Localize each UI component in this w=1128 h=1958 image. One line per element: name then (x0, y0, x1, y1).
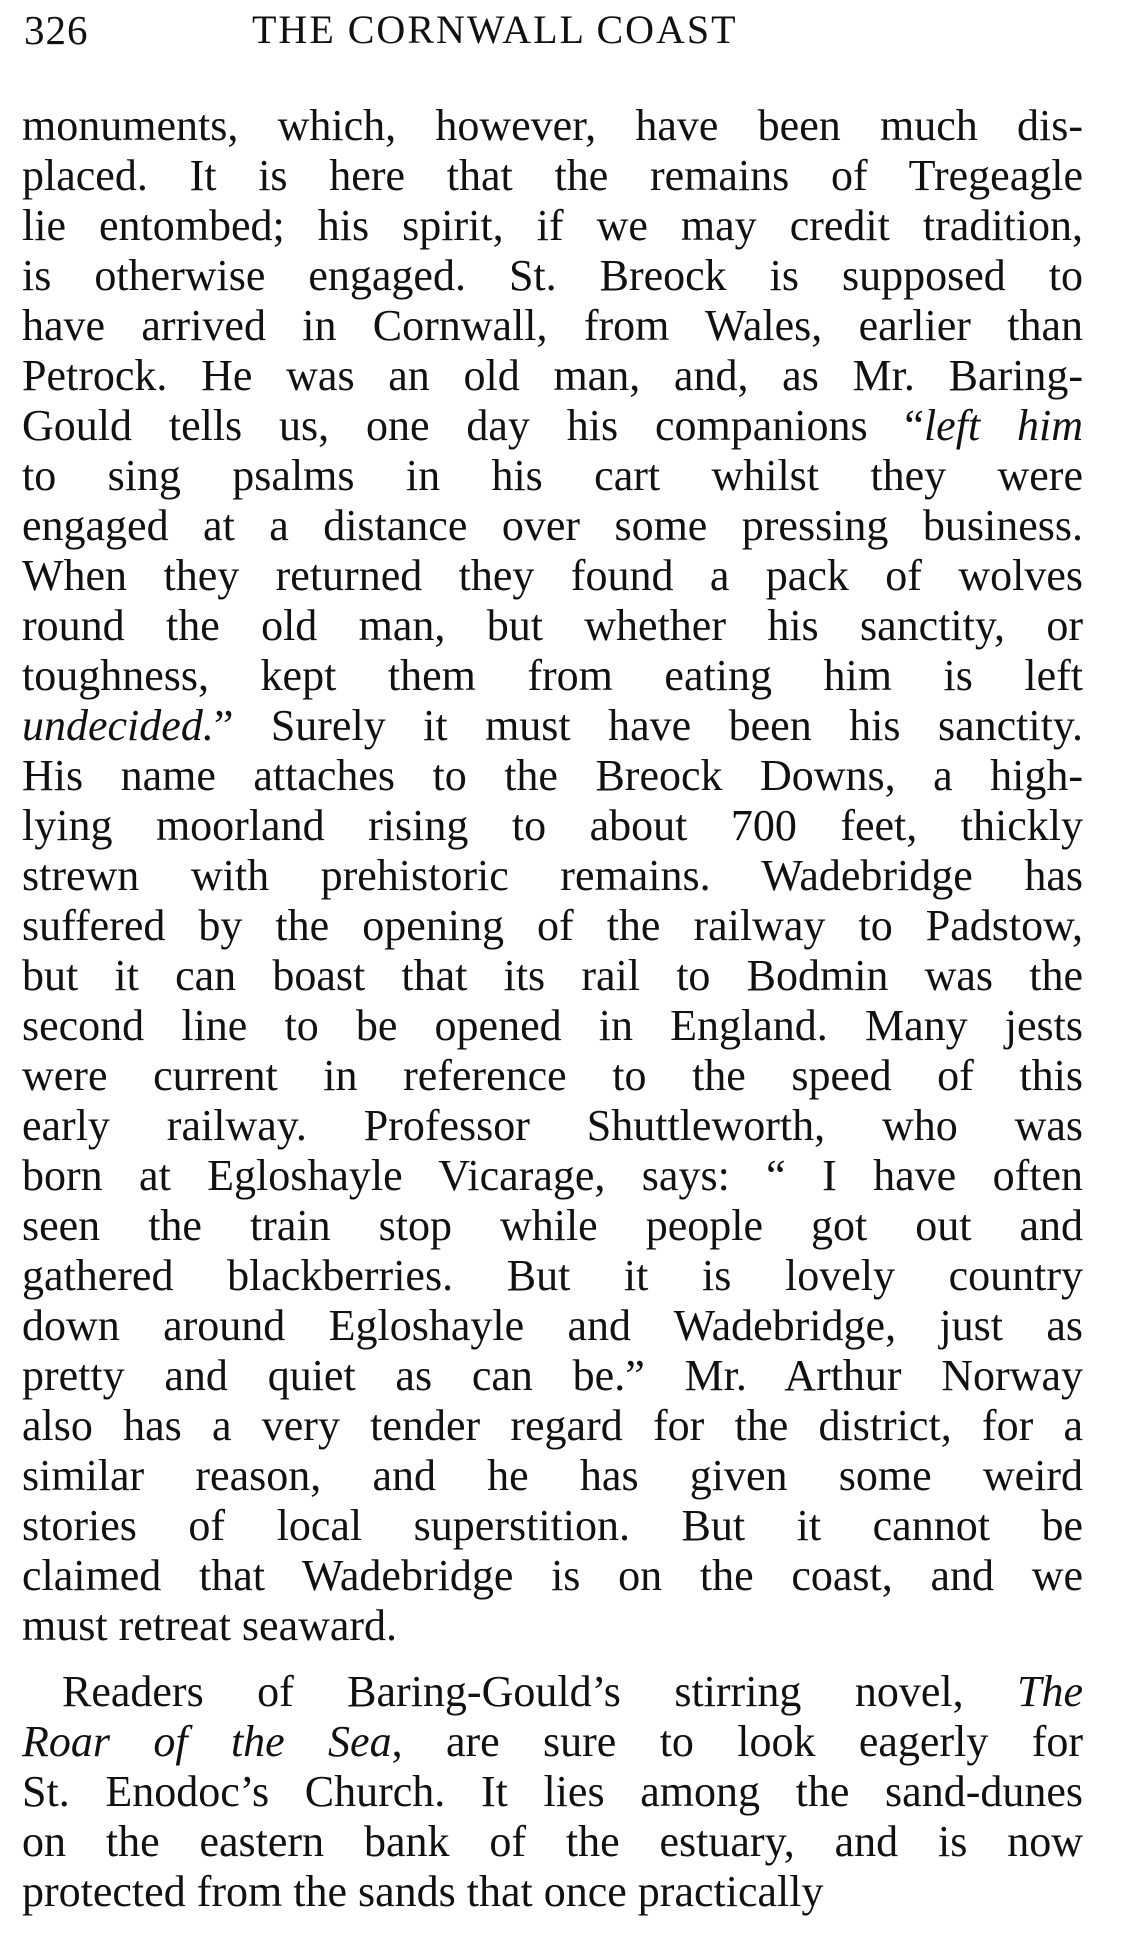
text-line (22, 401, 1083, 451)
text-line (22, 1551, 1083, 1601)
text-segment: Petrock. He was an old man, and, as Mr. Baring- (22, 351, 1083, 400)
text-line (22, 1101, 1083, 1151)
text-line (22, 201, 1083, 251)
text-segment: down around Egloshayle and Wadebridge, just as (22, 1301, 1083, 1350)
text-segment: lie entombed; his spirit, if we may credit tradition, (22, 201, 1083, 250)
text-line (22, 101, 1083, 151)
text-segment: gathered blackberries. But it is lovely country (22, 1251, 1083, 1300)
text-segment: early railway. Professor Shuttleworth, who was (22, 1101, 1083, 1150)
italic-text: Roar of the Sea (22, 1717, 392, 1766)
text-segment: toughness, kept them from eating him is left (22, 651, 1083, 700)
text-line (22, 251, 1083, 301)
text-line (22, 1301, 1083, 1351)
text-line (22, 651, 1083, 701)
text-line (22, 1451, 1083, 1501)
text-segment: Readers of Baring-Gould’s stirring novel, (62, 1667, 1017, 1716)
text-line (22, 551, 1083, 601)
text-line (22, 301, 1083, 351)
text-segment: round the old man, but whether his sanctity, or (22, 601, 1083, 650)
text-segment: engaged at a distance over some pressing business. (22, 501, 1083, 550)
text-line (22, 951, 1083, 1001)
text-segment: pretty and quiet as can be.” Mr. Arthur Norway (22, 1351, 1083, 1400)
text-segment: second line to be opened in England. Many jests (22, 1001, 1083, 1050)
text-line (22, 351, 1083, 401)
page-number: 326 (24, 7, 89, 53)
text-line (22, 1201, 1083, 1251)
text-line (22, 801, 1083, 851)
text-segment: seen the train stop while people got out and (22, 1201, 1083, 1250)
text-line (22, 1817, 1083, 1867)
paragraph (22, 101, 1083, 1651)
text-line (22, 501, 1083, 551)
text-segment: is otherwise engaged. St. Breock is supposed to (22, 251, 1083, 300)
text-line (22, 1601, 1083, 1651)
text-line (22, 1001, 1083, 1051)
text-segment: placed. It is here that the remains of Tregeagle (22, 151, 1083, 200)
book-page (22, 0, 1083, 1958)
text-segment: were current in reference to the speed of this (22, 1051, 1083, 1100)
text-segment: must retreat seaward. (22, 1601, 398, 1650)
text-segment: also has a very tender regard for the district, for a (22, 1401, 1083, 1450)
text-segment: on the eastern bank of the estuary, and is now (22, 1817, 1083, 1866)
text-segment: to sing psalms in his cart whilst they were (22, 451, 1083, 500)
text-segment: strewn with prehistoric remains. Wadebridge has (22, 851, 1083, 900)
text-segment: have arrived in Cornwall, from Wales, earlier than (22, 301, 1083, 350)
paragraph (22, 1667, 1083, 1917)
text-segment: Gould tells us, one day his companions “ (22, 401, 924, 450)
text-segment: similar reason, and he has given some weird (22, 1451, 1083, 1500)
running-title: THE CORNWALL COAST (252, 7, 738, 52)
text-segment: , are sure to look eagerly for (391, 1717, 1083, 1766)
text-segment: claimed that Wadebridge is on the coast, and we (22, 1551, 1083, 1600)
text-segment: stories of local superstition. But it cannot be (22, 1501, 1083, 1550)
text-segment: His name attaches to the Breock Downs, a high- (22, 751, 1083, 800)
text-line (22, 1667, 1083, 1717)
text-segment: lying moorland rising to about 700 feet, thickly (22, 801, 1083, 850)
text-segment: monuments, which, however, have been much dis- (22, 101, 1083, 150)
text-line (22, 751, 1083, 801)
text-line (22, 1051, 1083, 1101)
text-line (22, 1401, 1083, 1451)
text-line (22, 851, 1083, 901)
text-line (22, 1501, 1083, 1551)
text-segment: When they returned they found a pack of wolves (22, 551, 1083, 600)
text-line (22, 601, 1083, 651)
italic-text: left him (923, 401, 1083, 450)
italic-text: undecided. (22, 701, 214, 750)
text-segment: protected from the sands that once practically (22, 1867, 824, 1916)
text-line (22, 1251, 1083, 1301)
text-segment: but it can boast that its rail to Bodmin was the (22, 951, 1083, 1000)
text-line (22, 701, 1083, 751)
text-line (22, 1151, 1083, 1201)
paragraph-gap (22, 1651, 1083, 1667)
body-text (22, 101, 1083, 1917)
text-segment: St. Enodoc’s Church. It lies among the sand-dunes (22, 1767, 1083, 1816)
text-line (22, 1867, 1083, 1917)
text-line (22, 1351, 1083, 1401)
text-line (22, 151, 1083, 201)
text-line (22, 1717, 1083, 1767)
text-segment: suffered by the opening of the railway to Padstow, (22, 901, 1083, 950)
text-segment: born at Egloshayle Vicarage, says: “ I have often (22, 1151, 1083, 1200)
text-line (22, 901, 1083, 951)
text-line (22, 1767, 1083, 1817)
running-head (22, 4, 1083, 56)
text-segment: ” Surely it must have been his sanctity. (213, 701, 1083, 750)
text-line (22, 451, 1083, 501)
italic-text: The (1017, 1667, 1083, 1716)
